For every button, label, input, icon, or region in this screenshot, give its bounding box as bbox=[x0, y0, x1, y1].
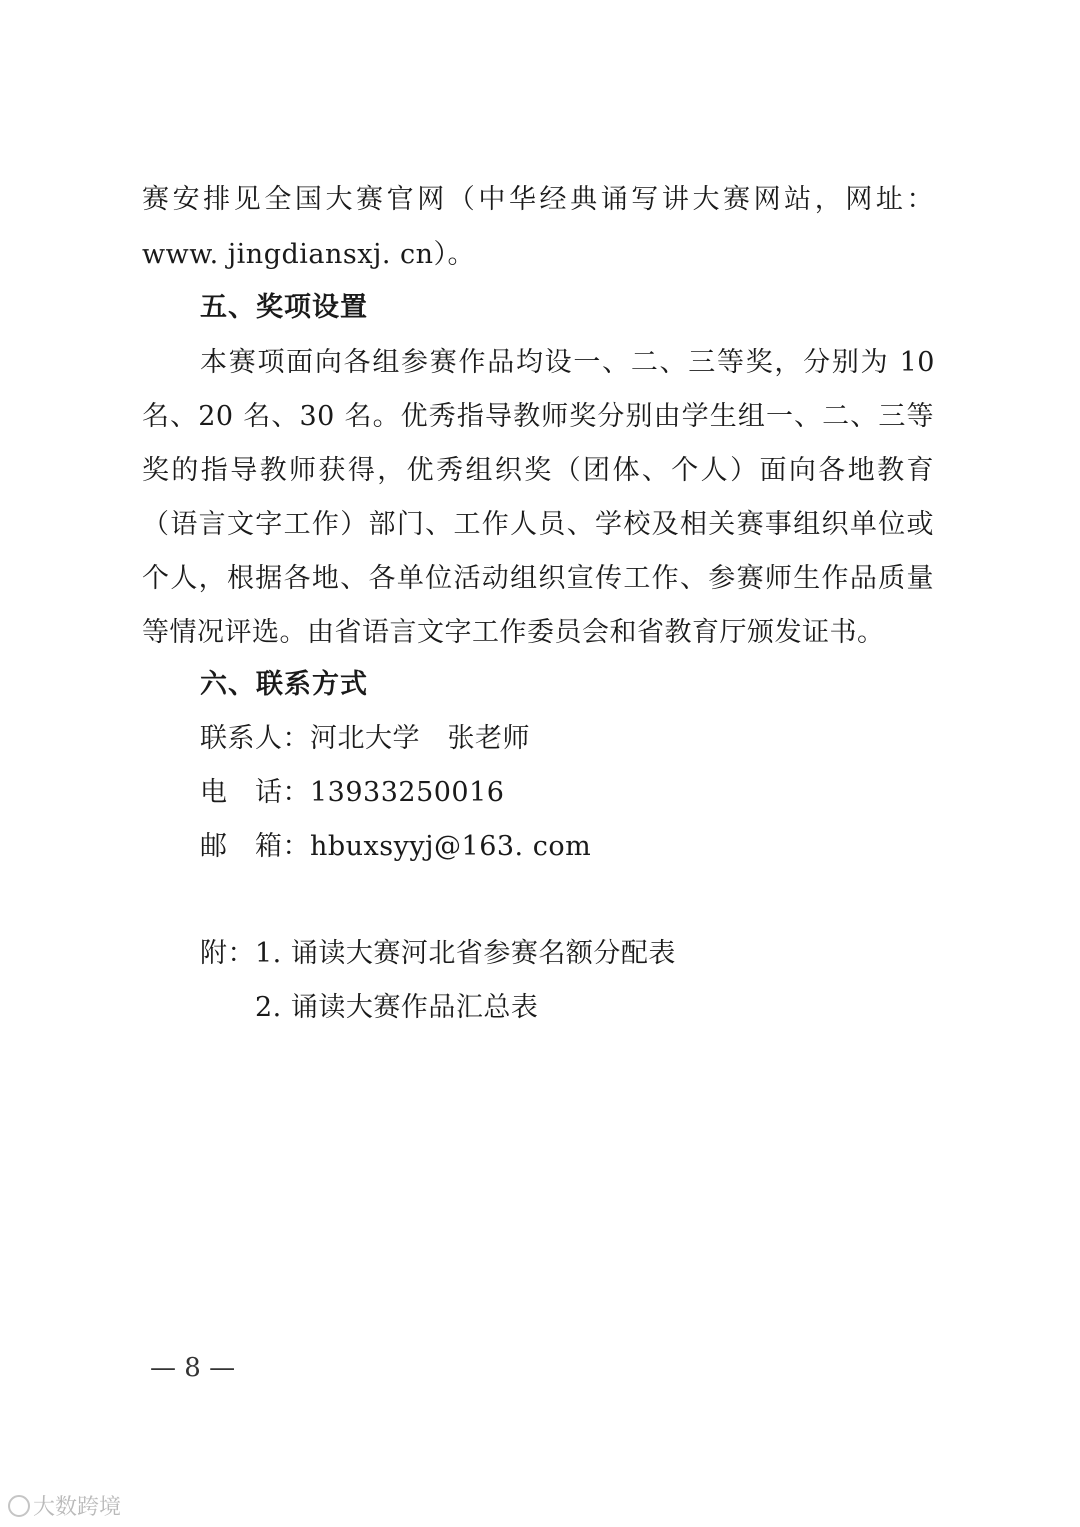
section-5-line-4: （语言文字工作）部门、工作人员、学校及相关赛事组织单位或 bbox=[142, 509, 934, 540]
section-5-line-5: 个人，根据各地、各单位活动组织宣传工作、参赛师生作品质量 bbox=[142, 563, 934, 594]
section-6-heading: 六、联系方式 bbox=[200, 669, 368, 700]
section-5-line-3: 奖的指导教师获得，优秀组织奖（团体、个人）面向各地教育 bbox=[142, 455, 934, 486]
section-5-line-1: 本赛项面向各组参赛作品均设一、二、三等奖，分别为 10 bbox=[200, 347, 935, 378]
attachment-item-2: 2. 诵读大赛作品汇总表 bbox=[255, 992, 539, 1023]
section-5-line-6: 等情况评选。由省语言文字工作委员会和省教育厅颁发证书。 bbox=[142, 617, 885, 648]
watermark-logo-icon bbox=[8, 1495, 30, 1517]
attachment-item-1: 附：1. 诵读大赛河北省参赛名额分配表 bbox=[200, 938, 676, 969]
page-number: — 8 — bbox=[150, 1353, 236, 1383]
contact-person: 联系人：河北大学 张老师 bbox=[200, 723, 530, 754]
watermark bbox=[8, 1494, 121, 1522]
intro-line-2: www. jingdiansxj. cn）。 bbox=[142, 239, 476, 270]
intro-line-1: 赛安排见全国大赛官网（中华经典诵写讲大赛网站，网址： bbox=[142, 184, 934, 215]
section-5-heading: 五、奖项设置 bbox=[200, 292, 368, 323]
contact-email: 邮 箱：hbuxsyyj@163. com bbox=[200, 831, 592, 862]
watermark-text: 大数跨境 bbox=[33, 1495, 122, 1520]
contact-phone: 电 话：13933250016 bbox=[200, 777, 505, 808]
section-5-line-2: 名、20 名、30 名。优秀指导教师奖分别由学生组一、二、三等 bbox=[142, 401, 934, 432]
